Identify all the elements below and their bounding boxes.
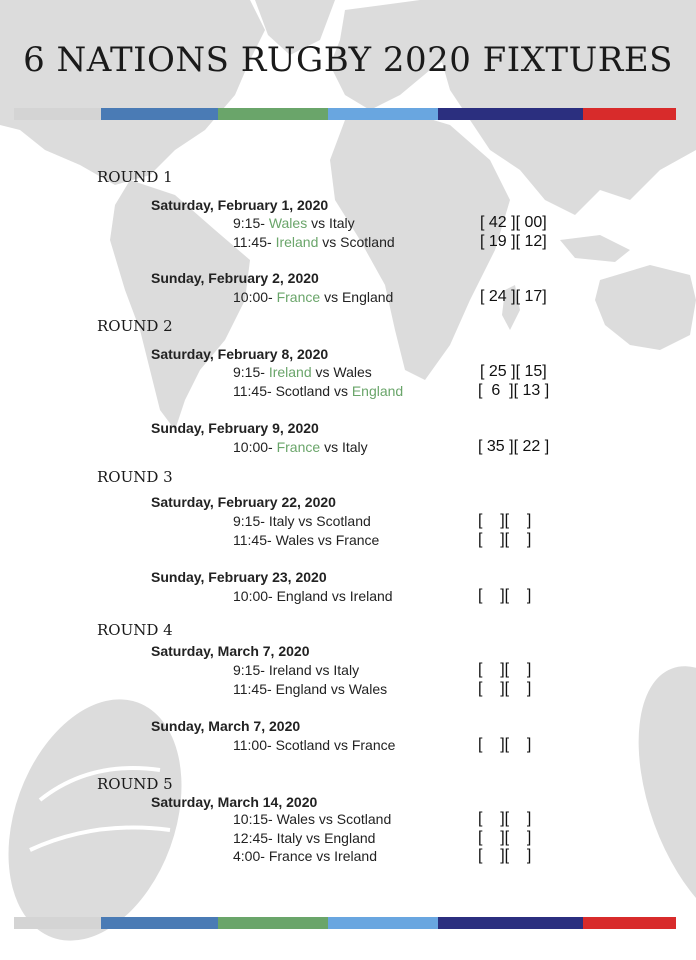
score-box: [ ][ ] — [478, 828, 532, 846]
team-name: Scotland — [336, 811, 392, 827]
stripe-segment — [218, 917, 328, 929]
team-name: Wales — [348, 680, 388, 697]
team-name: Wales — [276, 811, 315, 827]
versus-label: vs — [315, 364, 330, 380]
match-row — [233, 737, 395, 753]
team-name: Italy — [328, 215, 355, 231]
kickoff-time: 9:15- — [233, 215, 265, 231]
indonesia-shape — [560, 235, 630, 262]
versus-label: vs — [316, 848, 331, 864]
round-label: ROUND 5 — [97, 775, 173, 793]
team-name: England — [276, 588, 328, 604]
team-name: Italy — [341, 439, 368, 455]
score-box: [ 35 ][ 22 ] — [478, 438, 550, 455]
stripe-segment — [328, 917, 438, 929]
versus-label: vs — [333, 737, 348, 753]
fixture-date: Sunday, March 7, 2020 — [151, 718, 301, 734]
kickoff-time: 9:15- — [233, 662, 265, 678]
score-box: [ ][ ] — [478, 587, 532, 604]
versus-label: vs — [322, 233, 337, 250]
match-row — [233, 811, 391, 827]
versus-label: vs — [324, 439, 339, 455]
kickoff-time: 11:45- — [233, 233, 272, 250]
kickoff-time: 10:00- — [233, 588, 273, 604]
kickoff-time: 9:15- — [233, 364, 265, 380]
team-name: France — [351, 737, 396, 753]
stripe-segment — [438, 108, 583, 120]
versus-label: vs — [311, 215, 326, 231]
team-name: England — [341, 289, 394, 305]
color-stripe-bottom — [14, 917, 676, 929]
team-name: Ireland — [334, 848, 377, 864]
score-box: [ 25 ][ 15] — [480, 363, 547, 380]
south-america-shape — [110, 180, 250, 430]
team-name: Ireland — [275, 233, 319, 250]
kickoff-time: 10:00- — [233, 439, 273, 455]
fixture-date: Saturday, February 22, 2020 — [151, 494, 336, 510]
fixture-date: Saturday, March 14, 2020 — [151, 794, 318, 810]
score-box: [ ][ ] — [478, 661, 532, 678]
match-row — [233, 234, 395, 250]
team-name: Wales — [275, 531, 314, 548]
north-america-shape — [0, 0, 265, 185]
fixture-date: Saturday, March 7, 2020 — [151, 643, 310, 659]
score-box: [ ][ ] — [478, 679, 532, 697]
team-name: Italy — [333, 662, 360, 678]
match-row — [233, 513, 371, 529]
team-name: England — [275, 680, 327, 697]
match-row — [233, 532, 379, 548]
versus-label: vs — [324, 289, 339, 305]
stripe-segment — [438, 917, 583, 929]
fixture-date: Sunday, February 23, 2020 — [151, 569, 327, 585]
kickoff-time: 4:00- — [233, 848, 265, 864]
team-name: Wales — [333, 364, 372, 380]
kickoff-time: 11:45- — [233, 382, 272, 399]
team-name: Ireland — [268, 662, 312, 678]
score-box: [ 24 ][ 17] — [480, 288, 547, 305]
team-name: France — [268, 848, 313, 864]
round-label: ROUND 4 — [97, 621, 173, 639]
score-box: [ ][ ] — [478, 736, 532, 753]
match-row — [233, 830, 375, 846]
rugby-ball-right — [606, 645, 696, 956]
score-box: [ 19 ][ 12] — [480, 232, 547, 250]
versus-label: vs — [306, 829, 321, 846]
team-name: England — [351, 382, 404, 399]
versus-label: vs — [318, 811, 333, 827]
score-box: [ 6 ][ 13 ] — [478, 381, 550, 399]
team-name: Ireland — [349, 588, 393, 604]
fixture-date: Saturday, February 8, 2020 — [151, 346, 329, 362]
team-name: France — [276, 439, 321, 455]
fixture-date: Sunday, February 9, 2020 — [151, 420, 319, 436]
kickoff-time: 11:45- — [233, 680, 272, 697]
team-name: Scotland — [316, 513, 371, 529]
kickoff-time: 11:45- — [233, 531, 272, 548]
round-label: ROUND 3 — [97, 468, 173, 486]
kickoff-time: 12:45- — [233, 829, 273, 846]
match-row — [233, 289, 393, 305]
match-row — [233, 681, 387, 697]
team-name: Italy — [276, 829, 303, 846]
stripe-segment — [328, 108, 438, 120]
page-title: 6 NATIONS RUGBY 2020 FIXTURES — [23, 40, 673, 80]
fixture-date: Sunday, February 2, 2020 — [151, 270, 319, 286]
kickoff-time: 10:00- — [233, 289, 273, 305]
stripe-segment — [14, 917, 101, 929]
match-row — [233, 662, 359, 678]
color-stripe-top — [14, 108, 676, 120]
round-label: ROUND 2 — [97, 317, 173, 335]
australia-shape — [595, 265, 696, 350]
score-box: [ ][ ] — [478, 810, 532, 827]
kickoff-time: 9:15- — [233, 513, 265, 529]
match-row — [233, 439, 368, 455]
score-box: [ 42 ][ 00] — [480, 214, 547, 231]
match-row — [233, 364, 372, 380]
stripe-segment — [101, 917, 218, 929]
versus-label: vs — [331, 588, 346, 604]
match-row — [233, 383, 403, 399]
team-name: Scotland — [340, 233, 395, 250]
stripe-segment — [218, 108, 328, 120]
versus-label: vs — [330, 680, 345, 697]
fixture-date: Saturday, February 1, 2020 — [151, 197, 329, 213]
match-row — [233, 588, 393, 604]
stripe-segment — [101, 108, 218, 120]
versus-label: vs — [317, 531, 332, 548]
team-name: France — [276, 289, 321, 305]
team-name: England — [324, 829, 376, 846]
match-row — [233, 848, 377, 864]
stripe-segment — [14, 108, 101, 120]
match-row — [233, 215, 355, 231]
versus-label: vs — [298, 513, 313, 529]
versus-label: vs — [315, 662, 330, 678]
stripe-segment — [583, 108, 676, 120]
stripe-segment — [583, 917, 676, 929]
score-box: [ ][ ] — [478, 530, 532, 548]
team-name: Scotland — [275, 737, 331, 753]
versus-label: vs — [333, 382, 348, 399]
score-box: [ ][ ] — [478, 512, 532, 529]
team-name: Italy — [268, 513, 295, 529]
round-label: ROUND 1 — [97, 168, 173, 186]
team-name: France — [335, 531, 380, 548]
kickoff-time: 11:00- — [233, 737, 272, 753]
team-name: Ireland — [268, 364, 312, 380]
team-name: Wales — [268, 215, 308, 231]
score-box: [ ][ ] — [478, 847, 532, 864]
kickoff-time: 10:15- — [233, 811, 273, 827]
team-name: Scotland — [275, 382, 331, 399]
